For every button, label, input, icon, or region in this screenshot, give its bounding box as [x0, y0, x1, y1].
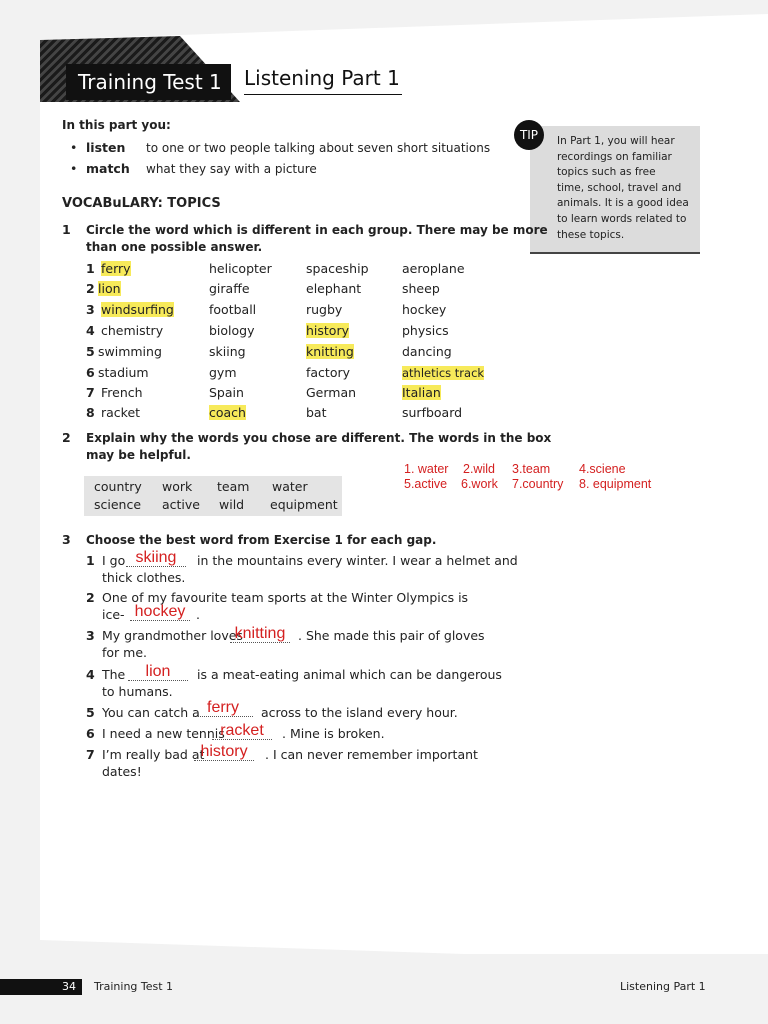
page-title: Training Test 1	[66, 64, 231, 100]
gap-answer: knitting	[230, 626, 290, 643]
item-number: 6	[86, 726, 95, 741]
item-number: 4	[86, 667, 95, 682]
word: spaceship	[306, 261, 369, 276]
gap-answer: skiing	[126, 550, 186, 567]
handwritten-answer: 5.active	[404, 477, 448, 491]
word-circled: lion	[98, 281, 121, 296]
gap-answer: racket	[212, 723, 272, 740]
word: elephant	[306, 281, 362, 296]
sentence-text: thick clothes.	[102, 570, 186, 585]
word: helicopter	[209, 261, 272, 276]
word-circled: ferry	[101, 261, 131, 276]
sentence-text: One of my favourite team sports at the Winter Olympics is	[102, 590, 469, 605]
bullet-dot: •	[70, 140, 78, 155]
word: biology	[209, 323, 255, 338]
footer-right-title: Listening Part 1	[620, 980, 706, 993]
sentence-text: to humans.	[102, 684, 173, 699]
box-word: work	[162, 479, 193, 494]
sentence-text: . Mine is broken.	[282, 726, 385, 741]
row-number: 5	[86, 344, 95, 359]
gap-answer: lion	[128, 664, 188, 681]
box-word: wild	[219, 497, 245, 512]
sentence-text: in the mountains every winter. I wear a helmet and	[197, 553, 518, 568]
box-word: country	[94, 479, 142, 494]
word-circled: athletics track	[402, 366, 485, 380]
sentence-text: .	[196, 607, 200, 622]
box-word: team	[217, 479, 250, 494]
sentence-text: dates!	[102, 764, 142, 779]
intro-heading: In this part you:	[62, 118, 171, 132]
page-subtitle: Listening Part 1	[244, 66, 402, 95]
word: bat	[306, 405, 327, 420]
word-circled: windsurfing	[101, 302, 174, 317]
box-word: water	[272, 479, 308, 494]
word-circled: coach	[209, 405, 246, 420]
exercise-number: 2	[62, 430, 71, 445]
tip-text-line: animals. It is a good idea	[557, 197, 689, 210]
row-number: 7	[86, 385, 95, 400]
word: French	[101, 385, 143, 400]
word: gym	[209, 365, 237, 380]
sentence-text: is a meat-eating animal which can be dangerous	[197, 667, 502, 682]
item-number: 7	[86, 747, 95, 762]
word: stadium	[98, 365, 149, 380]
word: Spain	[209, 385, 244, 400]
sentence-text: I need a new tennis	[102, 726, 225, 741]
tip-text-line: recordings on familiar	[557, 150, 672, 163]
sentence-text: . I can never remember important	[265, 747, 478, 762]
bullet-text-match: what they say with a picture	[146, 162, 317, 176]
exercise-instruction: Choose the best word from Exercise 1 for each gap.	[86, 533, 437, 547]
handwritten-answer: 4.sciene	[579, 462, 626, 476]
word: racket	[101, 405, 141, 420]
gap-answer: history	[194, 744, 254, 761]
row-number: 2	[86, 281, 95, 296]
tip-text-line: In Part 1, you will hear	[557, 135, 675, 147]
box-word: active	[162, 497, 200, 512]
gap-answer: ferry	[193, 700, 253, 717]
bullet-text-listen: to one or two people talking about seven short situations	[146, 141, 491, 155]
word: surfboard	[402, 405, 463, 420]
tip-text-line: these topics.	[557, 228, 625, 241]
handwritten-answer: 2.wild	[463, 462, 495, 476]
sentence-text: My grandmother loves	[102, 628, 243, 643]
exercise-number: 3	[62, 532, 71, 547]
exercise-instruction: may be helpful.	[86, 448, 191, 462]
page-number: 34	[0, 979, 82, 995]
section-heading: VOCABuLARY: TOPICS	[62, 196, 221, 211]
word: aeroplane	[402, 261, 465, 276]
bullet-label-match: match	[86, 161, 130, 176]
item-number: 5	[86, 705, 95, 720]
word: giraffe	[209, 281, 250, 296]
sentence-text: ice-	[102, 607, 125, 622]
exercise-instruction: Circle the word which is different in each group. There may be more	[86, 223, 548, 237]
word: hockey	[402, 302, 447, 317]
word-circled: Italian	[402, 385, 441, 400]
gap-answer: hockey	[130, 604, 190, 621]
item-number: 3	[86, 628, 95, 643]
sentence-text: for me.	[102, 645, 148, 660]
word: rugby	[306, 302, 343, 317]
footer-left-title: Training Test 1	[94, 980, 174, 993]
row-number: 6	[86, 365, 95, 380]
box-word: science	[94, 497, 142, 512]
tip-badge: TIP	[514, 120, 544, 150]
row-number: 3	[86, 302, 95, 317]
word: swimming	[98, 344, 162, 359]
tip-text-line: time, school, travel and	[557, 181, 682, 194]
bullet-dot: •	[70, 161, 78, 176]
box-word: equipment	[270, 497, 338, 512]
word: skiing	[209, 344, 246, 359]
sentence-text: I’m really bad at	[102, 747, 205, 762]
word: football	[209, 302, 257, 317]
word: physics	[402, 323, 449, 338]
row-number: 4	[86, 323, 95, 338]
item-number: 2	[86, 590, 95, 605]
item-number: 1	[86, 553, 95, 568]
sentence-text: You can catch a	[102, 705, 200, 720]
handwritten-answer: 8. equipment	[579, 477, 652, 491]
handwritten-answer: 3.team	[512, 462, 551, 476]
handwritten-answer: 1. water	[404, 462, 449, 476]
row-number: 8	[86, 405, 95, 420]
row-number: 1	[86, 261, 95, 276]
handwritten-answer: 6.work	[461, 477, 498, 491]
word: factory	[306, 365, 351, 380]
sentence-text: . She made this pair of gloves	[298, 628, 485, 643]
word: German	[306, 385, 357, 400]
word: chemistry	[101, 323, 164, 338]
word: sheep	[402, 281, 440, 296]
word: dancing	[402, 344, 452, 359]
word-circled: knitting	[306, 344, 354, 359]
exercise-instruction: than one possible answer.	[86, 240, 263, 254]
sentence-text: I go	[102, 553, 126, 568]
sentence-text: across to the island every hour.	[261, 705, 458, 720]
handwritten-answer: 7.country	[512, 477, 564, 491]
tip-text-line: to learn words related to	[557, 213, 687, 225]
tip-text-line: topics such as free	[557, 166, 656, 179]
bullet-label-listen: listen	[86, 140, 126, 155]
exercise-number: 1	[62, 222, 71, 237]
exercise-instruction: Explain why the words you chose are different. The words in the box	[86, 431, 552, 445]
word-circled: history	[306, 323, 349, 338]
sentence-text: The	[102, 667, 126, 682]
